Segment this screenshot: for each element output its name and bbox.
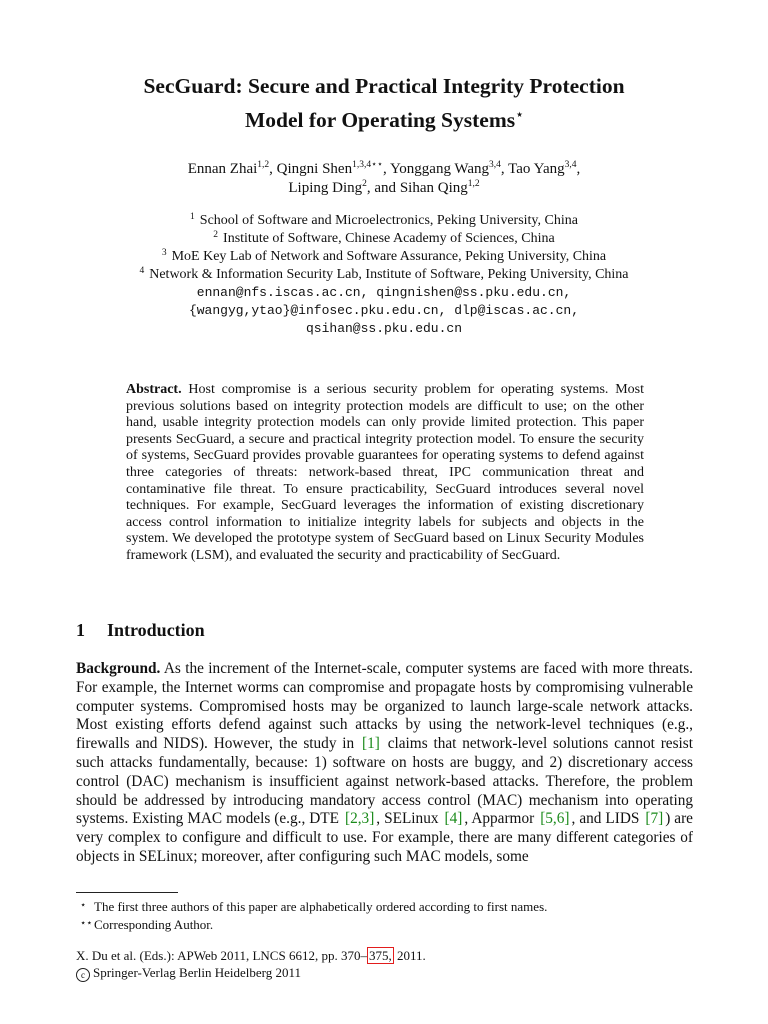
citation-link[interactable]: [1]: [362, 735, 380, 753]
email-line: qsihan@ss.pku.edu.cn: [305, 321, 463, 336]
author-line-2: [60, 179, 708, 198]
copyright-text: Springer-Verlag Berlin Heidelberg 2011: [93, 965, 302, 980]
title-line-2-text: Model for Operating Systems: [244, 108, 516, 132]
author-affil-mark: 2: [362, 179, 367, 189]
footnotes: [80, 897, 547, 933]
citation-link[interactable]: [5,6]: [540, 810, 570, 828]
abstract: [126, 382, 644, 565]
citation-link[interactable]: [4]: [444, 810, 463, 828]
paragraph-text: , and LIDS: [571, 810, 644, 828]
copyright-icon: c: [76, 968, 90, 982]
footnote-text: Corresponding Author.: [94, 917, 214, 932]
affiliation-number: 1: [190, 212, 195, 222]
paragraph-text: , SELinux: [376, 810, 443, 828]
section-heading: [76, 620, 205, 641]
email-line: ennan@nfs.iscas.ac.cn, qingnishen@ss.pku.edu.cn,: [196, 285, 572, 300]
author-line-1: [60, 160, 708, 179]
affiliation-item: [60, 212, 708, 230]
paragraph-text: ) are very complex to configure and difficult to use. For example, there are many different categories of objects in SELinux; moreover, after configuring such MAC models, some: [76, 810, 693, 865]
author-separator: ,: [576, 161, 581, 177]
paragraph-label: Background.: [76, 660, 161, 677]
citation-year: 2011.: [393, 948, 426, 963]
citation-link[interactable]: [2,3]: [344, 810, 375, 828]
title-footnote-mark: ⋆: [516, 109, 523, 121]
footnote-divider: [76, 892, 178, 893]
footnote-item: [80, 915, 547, 933]
author-affil-mark: 1,2: [467, 179, 480, 189]
affiliation-item: [60, 266, 708, 284]
footnote-mark: ⋆: [80, 900, 87, 911]
author-name: Tao Yang: [508, 161, 565, 177]
footnote-mark: ⋆⋆: [80, 918, 93, 929]
introduction-paragraph: [76, 660, 693, 867]
page-range-link[interactable]: 375,: [368, 948, 392, 963]
publication-info: [76, 947, 426, 982]
paper-title: [60, 72, 708, 135]
affiliation-text: MoE Key Lab of Network and Software Assurance, Peking University, China: [171, 249, 607, 264]
author-affil-mark: 3,4: [564, 160, 577, 170]
citation-text: X. Du et al. (Eds.): APWeb 2011, LNCS 6612, pp. 370–: [76, 948, 367, 963]
paragraph-text: As the increment of the Internet-scale, computer systems are faced with more threats. For example, the Internet worms can compromise and propagate hosts by compromising vulnerable computer systems. Compromised hosts may be organized to launch large-scale network attacks. Most existing efforts defend against such attacks by using the network-level techniques (e.g., firewalls and NIDS). However, the study in: [76, 660, 693, 753]
author-affil-mark: 1,2: [257, 160, 270, 170]
author-list: [60, 160, 708, 198]
author-separator: ,: [500, 161, 509, 177]
section-number: 1: [76, 620, 85, 640]
paragraph-text: , Apparmor: [464, 810, 539, 828]
author-affil-mark: 3,4: [489, 160, 501, 170]
copyright-line: [76, 964, 426, 982]
citation-line: [76, 947, 426, 964]
affiliation-text: Institute of Software, Chinese Academy of Sciences, China: [223, 231, 555, 246]
abstract-label: Abstract.: [126, 382, 182, 397]
author-affil-mark: 1,3,4⋆⋆: [352, 160, 383, 170]
author-separator: , and: [366, 180, 400, 196]
author-name: Liping Ding: [288, 180, 363, 196]
affiliation-list: [60, 212, 708, 338]
paragraph-text: claims that network-level solutions cannot resist such attacks fundamentally, because: 1) software on hosts are buggy, and 2) discretionary access control (DAC) mechanism is insufficient against network-based attacks. Therefore, the problem should be addressed by introducing mandatory access control (MAC) mechanism into operating systems. Existing MAC models (e.g., DTE: [76, 735, 694, 828]
title-line-1: SecGuard: Secure and Practical Integrity Protection: [143, 74, 625, 98]
footnote-item: [80, 897, 547, 915]
affiliation-text: School of Software and Microelectronics, Peking University, China: [199, 213, 578, 228]
affiliation-item: [60, 248, 708, 266]
author-separator: ,: [269, 161, 277, 177]
affiliation-number: 3: [161, 248, 167, 258]
section-title: Introduction: [107, 620, 205, 640]
title-line-2: [60, 101, 708, 135]
author-name: Sihan Qing: [399, 180, 468, 196]
affiliation-number: 2: [213, 230, 219, 240]
affiliation-number: 4: [139, 266, 145, 276]
footnote-text: The first three authors of this paper are alphabetically ordered according to first names.: [94, 899, 548, 914]
author-separator: ,: [383, 161, 390, 177]
abstract-text: Host compromise is a serious security problem for operating systems. Most previous solutions based on integrity protection models are difficult to use; on the other hand, usable integrity protection models can only provide limited protection. This paper presents SecGuard, a secure and practical integrity protection model. To ensure the security of systems, SecGuard provides provable guarantees for operating systems to defend against three categories of threats: network-based threat, IPC communication threat and contaminative file threat. To ensure practicability, SecGuard introduces several novel techniques. For example, SecGuard leverages the information of existing discretionary access control information to initialize integrity labels for subjects and objects in the system. We developed the prototype system of SecGuard based on Linux Security Modules framework (LSM), and evaluated the security and practicability of SecGuard.: [126, 382, 644, 563]
author-name: Qingni Shen: [276, 161, 353, 177]
email-line: {wangyg,ytao}@infosec.pku.edu.cn, dlp@iscas.ac.cn,: [188, 303, 580, 318]
citation-link[interactable]: [7]: [645, 810, 664, 828]
affiliation-item: [60, 230, 708, 248]
author-name: Ennan Zhai: [187, 161, 258, 177]
affiliation-text: Network & Information Security Lab, Institute of Software, Peking University, China: [149, 267, 629, 282]
author-name: Yonggang Wang: [389, 161, 490, 177]
